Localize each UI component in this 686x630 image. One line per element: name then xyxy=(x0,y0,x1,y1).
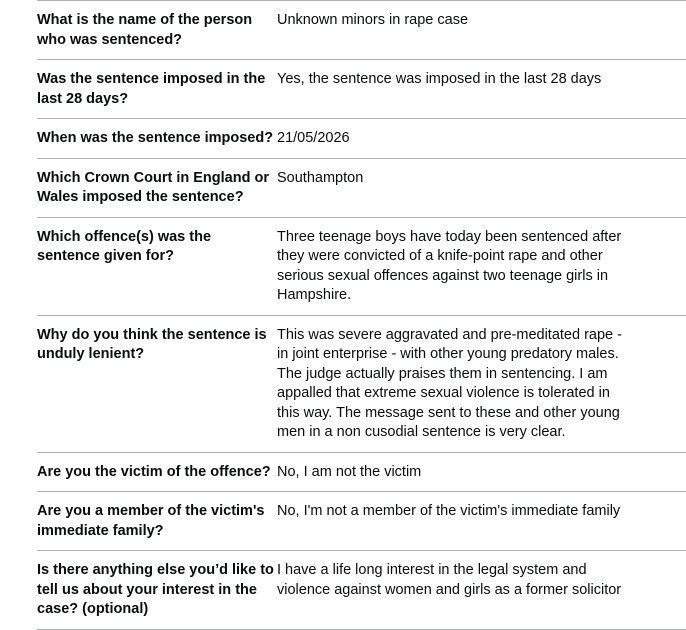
question-last-28-days: Was the sentence imposed in the last 28 days? xyxy=(37,71,266,107)
answer-crown-court: Southampton xyxy=(277,169,364,186)
answer-victim: No, I am not the victim xyxy=(277,463,422,480)
summary-row-unduly-lenient-reason xyxy=(37,316,686,453)
summary-row-sentence-date xyxy=(37,119,686,159)
summary-row-family-member xyxy=(37,492,686,551)
question-family-member: Are you a member of the victim's immediate family? xyxy=(37,503,265,539)
answer-offences: Three teenage boys have today been sentenced after they were convicted of a knife-point rape and other serious sexual offences against two teenage girls in Hampshire. xyxy=(277,228,622,303)
question-sentence-date: When was the sentence imposed? xyxy=(37,130,274,146)
summary-row-offences xyxy=(37,218,686,316)
question-additional-interest: Is there anything else you’d like to tell us about your interest in the case? (optional) xyxy=(37,562,274,617)
answer-person-name: Unknown minors in rape case xyxy=(277,12,469,28)
summary-row-person-name xyxy=(37,0,686,60)
answers-summary-list xyxy=(37,0,686,630)
question-victim: Are you the victim of the offence? xyxy=(37,463,271,480)
question-person-name: What is the name of the person who was sentenced? xyxy=(37,12,253,48)
summary-row-victim xyxy=(37,453,686,493)
summary-row-crown-court xyxy=(37,159,686,218)
summary-row-additional-interest xyxy=(37,551,686,630)
answer-last-28-days: Yes, the sentence was imposed in the last 28 days xyxy=(277,71,602,87)
question-unduly-lenient-reason: Why do you think the sentence is unduly lenient? xyxy=(37,326,267,362)
summary-row-last-28-days xyxy=(37,60,686,119)
answer-sentence-date: 21/05/2026 xyxy=(277,130,350,146)
question-crown-court: Which Crown Court in England or Wales imposed the sentence? xyxy=(37,169,269,205)
answer-unduly-lenient-reason: This was severe aggravated and pre-meditated rape - in joint enterprise - with other young predatory males. The judge actually praises them in sentencing. I am appalled that extreme sexual violence is tolerated in this way. The message sent to these and other young men in a non cusodial sentence is very clear. xyxy=(277,326,622,440)
answer-additional-interest: I have a life long interest in the legal system and violence against women and girls as a former solicitor xyxy=(277,562,622,598)
answer-family-member: No, I'm not a member of the victim's immediate family xyxy=(277,503,621,519)
question-offences: Which offence(s) was the sentence given for? xyxy=(37,228,212,264)
